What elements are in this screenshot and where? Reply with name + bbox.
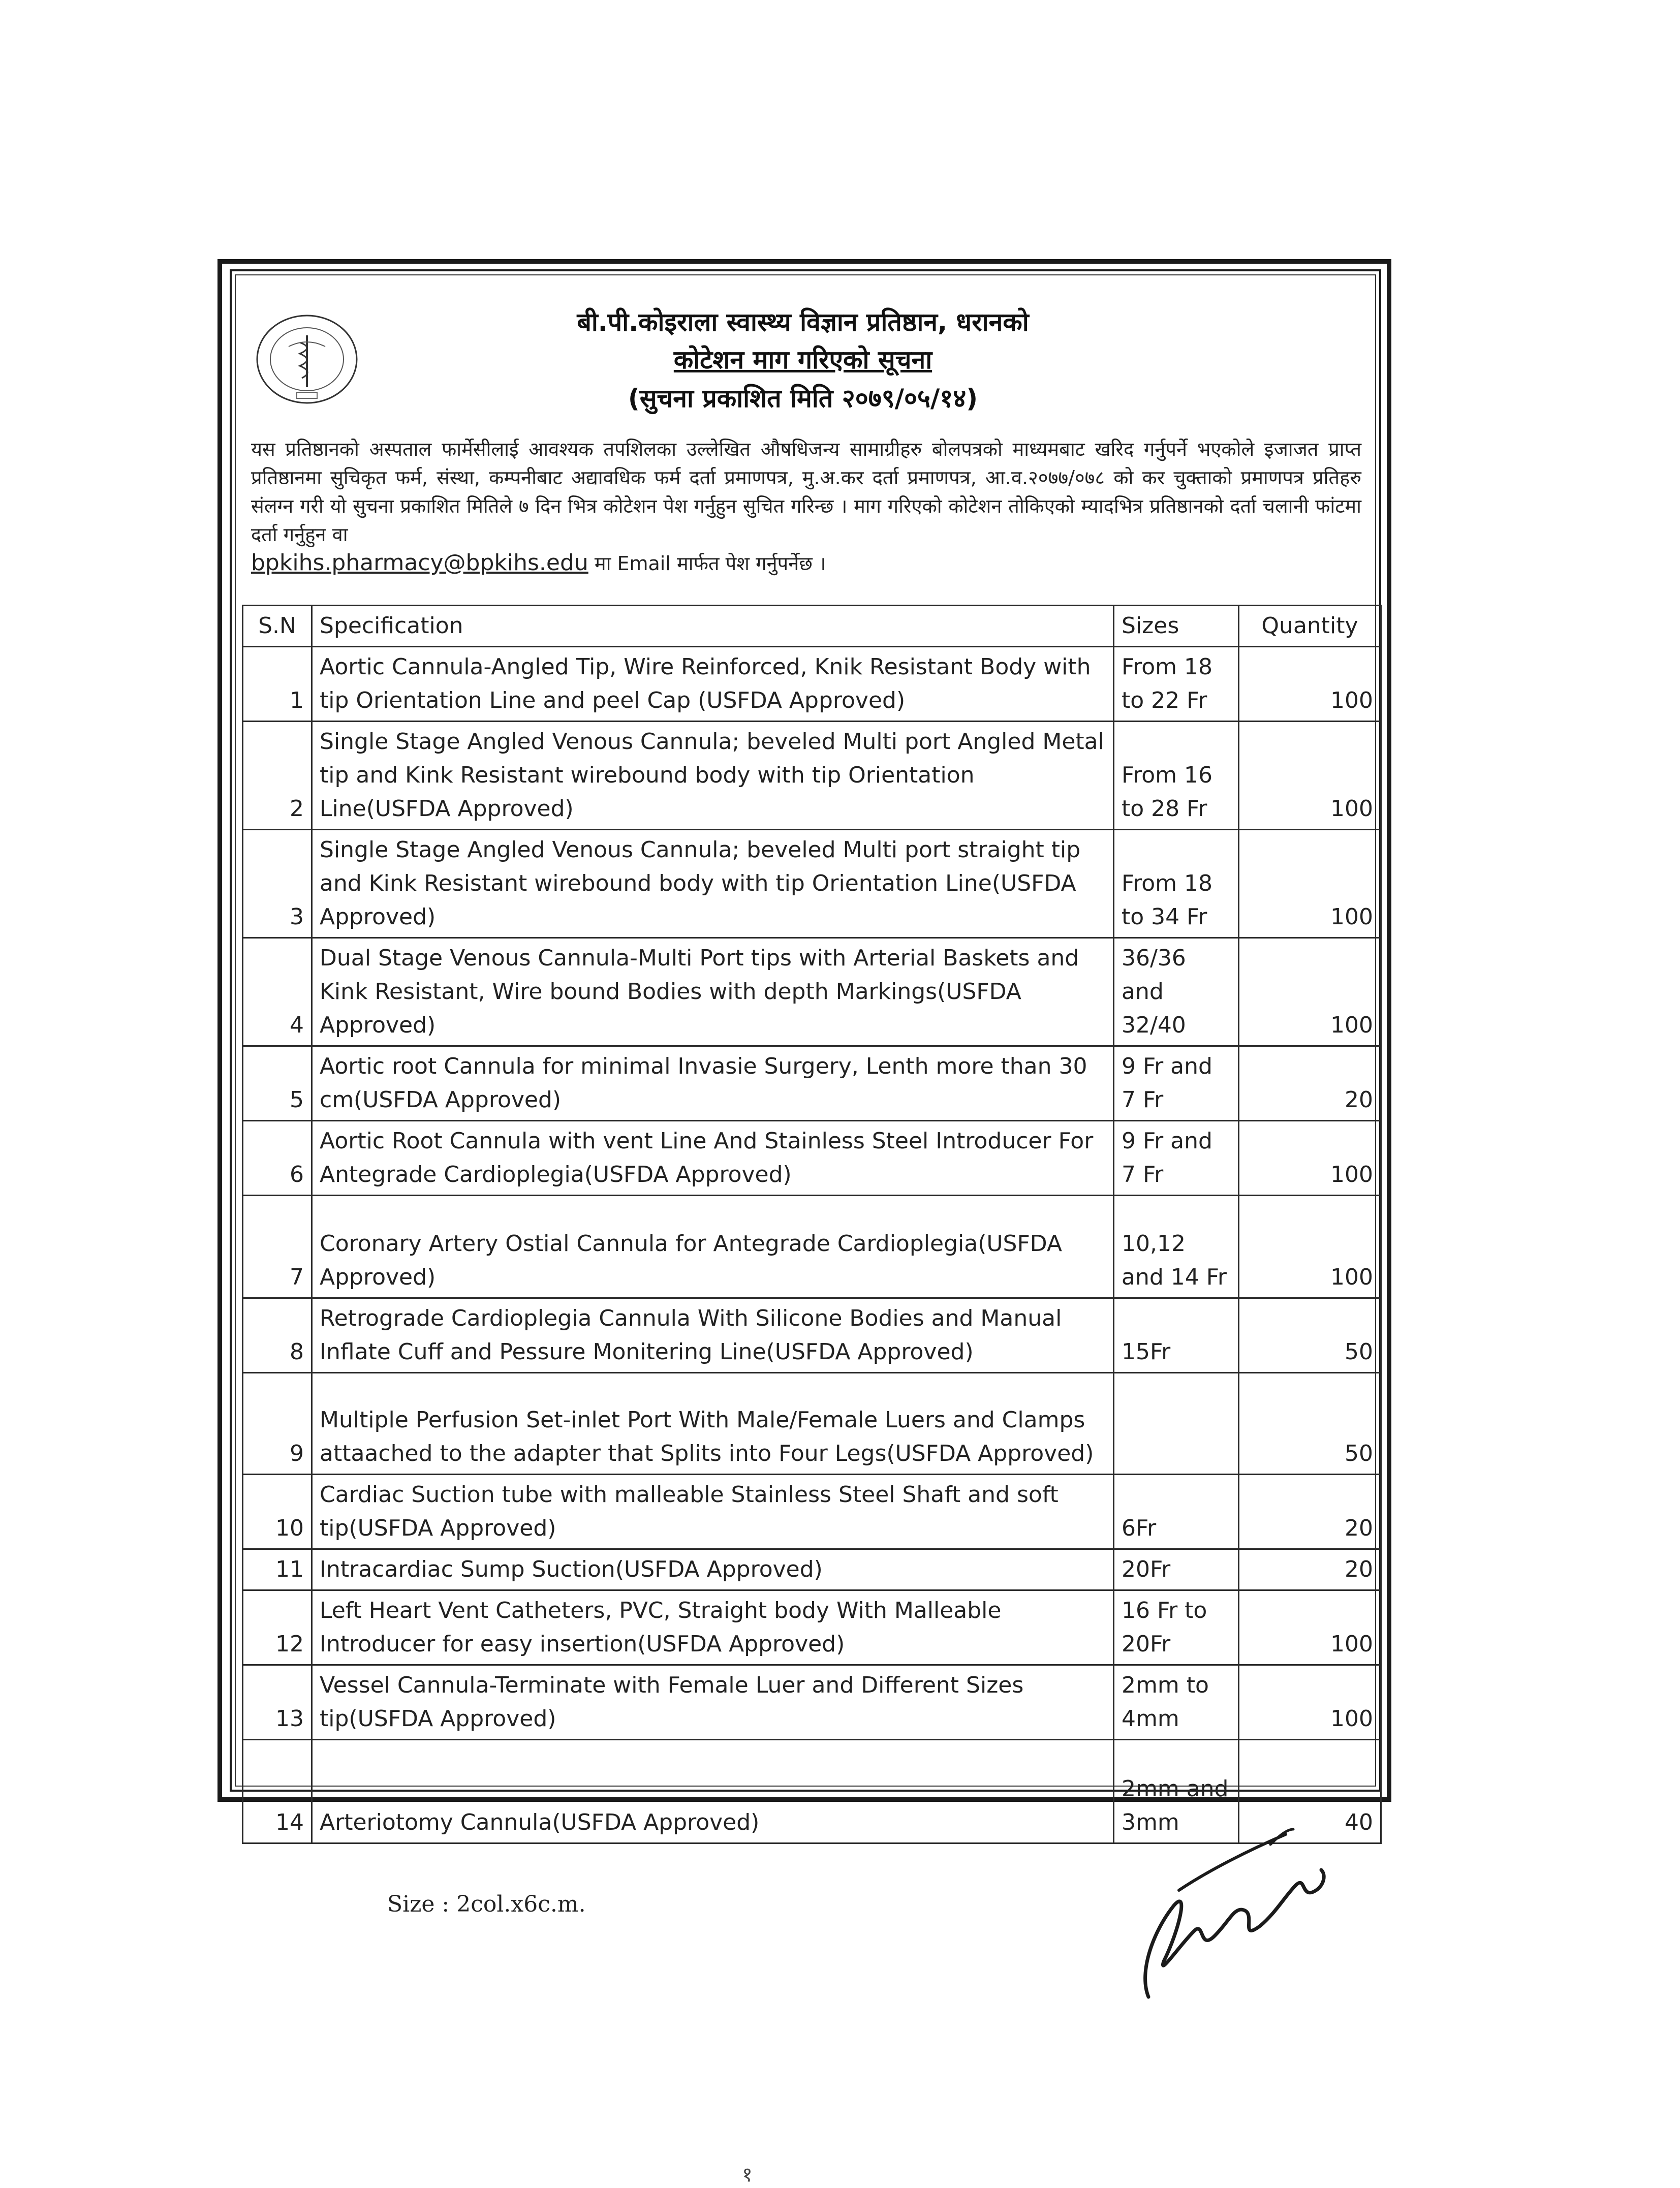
row-specification: Left Heart Vent Catheters, PVC, Straight body With Malleable Introducer for easy insertion(USFDA Approved) [312,1590,1114,1665]
email-link[interactable]: bpkihs.pharmacy@bpkihs.edu [251,550,588,576]
row-specification: Intracardiac Sump Suction(USFDA Approved) [312,1549,1114,1590]
row-sn: 14 [243,1740,312,1843]
notice-title-institute: बी.पी.कोइराला स्वास्थ्य विज्ञान प्रतिष्ठान, धरानको [577,307,1029,337]
row-quantity: 100 [1239,722,1381,830]
row-quantity: 100 [1239,830,1381,938]
row-quantity: 100 [1239,938,1381,1046]
row-quantity: 20 [1239,1475,1381,1549]
row-sn: 11 [243,1549,312,1590]
table-row [243,647,1381,722]
quotation-items-table [242,605,1382,1844]
row-size: 15Fr [1114,1298,1239,1373]
column-header-sn: S.N [243,606,312,647]
table-header-row [243,606,1381,647]
row-sn: 3 [243,830,312,938]
row-sn: 9 [243,1373,312,1475]
table-row [243,1590,1381,1665]
row-sn: 12 [243,1590,312,1665]
size-note: Size : 2col.x6c.m. [387,1891,586,1917]
column-header-quantity: Quantity [1239,606,1381,647]
row-size: From 18 to 22 Fr [1114,647,1239,722]
table-row [243,1196,1381,1298]
table-row [243,1046,1381,1121]
notice-publish-date: (सुचना प्रकाशित मिति २०७९/०५/१४) [628,384,978,413]
table-row [243,830,1381,938]
row-quantity: 100 [1239,1665,1381,1740]
notice-body [251,435,1361,578]
row-sn: 13 [243,1665,312,1740]
row-size: 2mm to 4mm [1114,1665,1239,1740]
row-quantity: 100 [1239,1121,1381,1196]
row-specification: Multiple Perfusion Set-inlet Port With Male/Female Luers and Clamps attaached to the adapter that Splits into Four Legs(USFDA Approved) [312,1373,1114,1475]
row-size: 9 Fr and 7 Fr [1114,1046,1239,1121]
row-specification: Retrograde Cardioplegia Cannula With Silicone Bodies and Manual Inflate Cuff and Pessure Monitering Line(USFDA Approved) [312,1298,1114,1373]
row-sn: 2 [243,722,312,830]
row-size: 36/36 and 32/40 [1114,938,1239,1046]
row-specification: Aortic Root Cannula with vent Line And Stainless Steel Introducer For Antegrade Cardioplegia(USFDA Approved) [312,1121,1114,1196]
row-sn: 7 [243,1196,312,1298]
column-header-sizes: Sizes [1114,606,1239,647]
row-quantity: 100 [1239,1590,1381,1665]
row-specification: Cardiac Suction tube with malleable Stainless Steel Shaft and soft tip(USFDA Approved) [312,1475,1114,1549]
table-row [243,938,1381,1046]
row-size: From 18 to 34 Fr [1114,830,1239,938]
row-quantity: 100 [1239,647,1381,722]
row-sn: 8 [243,1298,312,1373]
row-specification: Single Stage Angled Venous Cannula; beveled Multi port straight tip and Kink Resistant wirebound body with tip Orientation Line(USFDA Approved) [312,830,1114,938]
row-sn: 10 [243,1475,312,1549]
row-sn: 4 [243,938,312,1046]
row-specification: Aortic root Cannula for minimal Invasie Surgery, Lenth more than 30 cm(USFDA Approved) [312,1046,1114,1121]
table-row [243,1665,1381,1740]
row-quantity: 20 [1239,1046,1381,1121]
row-size: 20Fr [1114,1549,1239,1590]
row-sn: 5 [243,1046,312,1121]
notice-title-subject: कोटेशन माग गरिएको सूचना [673,345,932,374]
row-size: 6Fr [1114,1475,1239,1549]
row-quantity: 20 [1239,1549,1381,1590]
notice-body-text: यस प्रतिष्ठानको अस्पताल फार्मेसीलाई आवश्यक तपशिलका उल्लेखित औषधिजन्य सामाग्रीहरु बोलपत्रको माध्यमबाट खरिद गर्नुपर्ने भएकोले इजाजत प्राप्त प्रतिष्ठानमा सुचिकृत फर्म, संस्था, कम्पनीबाट अद्यावधिक फर्म दर्ता प्रमाणपत्र, मु.अ.कर दर्ता प्रमाणपत्र, आ.व.२०७७/०७८ को कर चुक्ताको प्रमाणपत्र प्रतिहरु संलग्न गरी यो सुचना प्रकाशित मितिले ७ दिन भित्र कोटेशन पेश गर्नुहुन सुचित गरिन्छ । माग गरिएको कोटेशन तोकिएको म्यादभित्र प्रतिष्ठानको दर्ता चलानी फांटमा दर्ता गर्नुहुन वा [251,438,1361,546]
notice-body-tail: मा Email मार्फत पेश गर्नुपर्नेछ । [588,552,826,575]
row-quantity: 50 [1239,1298,1381,1373]
row-specification: Coronary Artery Ostial Cannula for Antegrade Cardioplegia(USFDA Approved) [312,1196,1114,1298]
row-specification: Vessel Cannula-Terminate with Female Luer and Different Sizes tip(USFDA Approved) [312,1665,1114,1740]
table-row [243,1121,1381,1196]
row-specification: Single Stage Angled Venous Cannula; beveled Multi port Angled Metal tip and Kink Resistant wirebound body with tip Orientation Line(USFDA Approved) [312,722,1114,830]
row-quantity: 100 [1239,1196,1381,1298]
table-row [243,1373,1381,1475]
row-size: 2mm and 3mm [1114,1740,1239,1843]
table-row [243,1475,1381,1549]
row-size: 16 Fr to 20Fr [1114,1590,1239,1665]
row-specification: Dual Stage Venous Cannula-Multi Port tips with Arterial Baskets and Kink Resistant, Wire bound Bodies with depth Markings(USFDA Approved) [312,938,1114,1046]
institute-emblem-icon [253,311,361,408]
row-size: 10,12 and 14 Fr [1114,1196,1239,1298]
row-size: 9 Fr and 7 Fr [1114,1121,1239,1196]
table-row [243,1298,1381,1373]
row-sn: 6 [243,1121,312,1196]
column-header-specification: Specification [312,606,1114,647]
table-row [243,1549,1381,1590]
table-row [243,722,1381,830]
row-specification: Arteriotomy Cannula(USFDA Approved) [312,1740,1114,1843]
row-quantity: 40 [1239,1740,1381,1843]
row-sn: 1 [243,647,312,722]
row-size [1114,1373,1239,1475]
handwritten-signature [1118,1778,1331,2022]
row-size: From 16 to 28 Fr [1114,722,1239,830]
row-specification: Aortic Cannula-Angled Tip, Wire Reinforced, Knik Resistant Body with tip Orientation Line and peel Cap (USFDA Approved) [312,647,1114,722]
row-quantity: 50 [1239,1373,1381,1475]
page-number: १ [742,2163,753,2186]
